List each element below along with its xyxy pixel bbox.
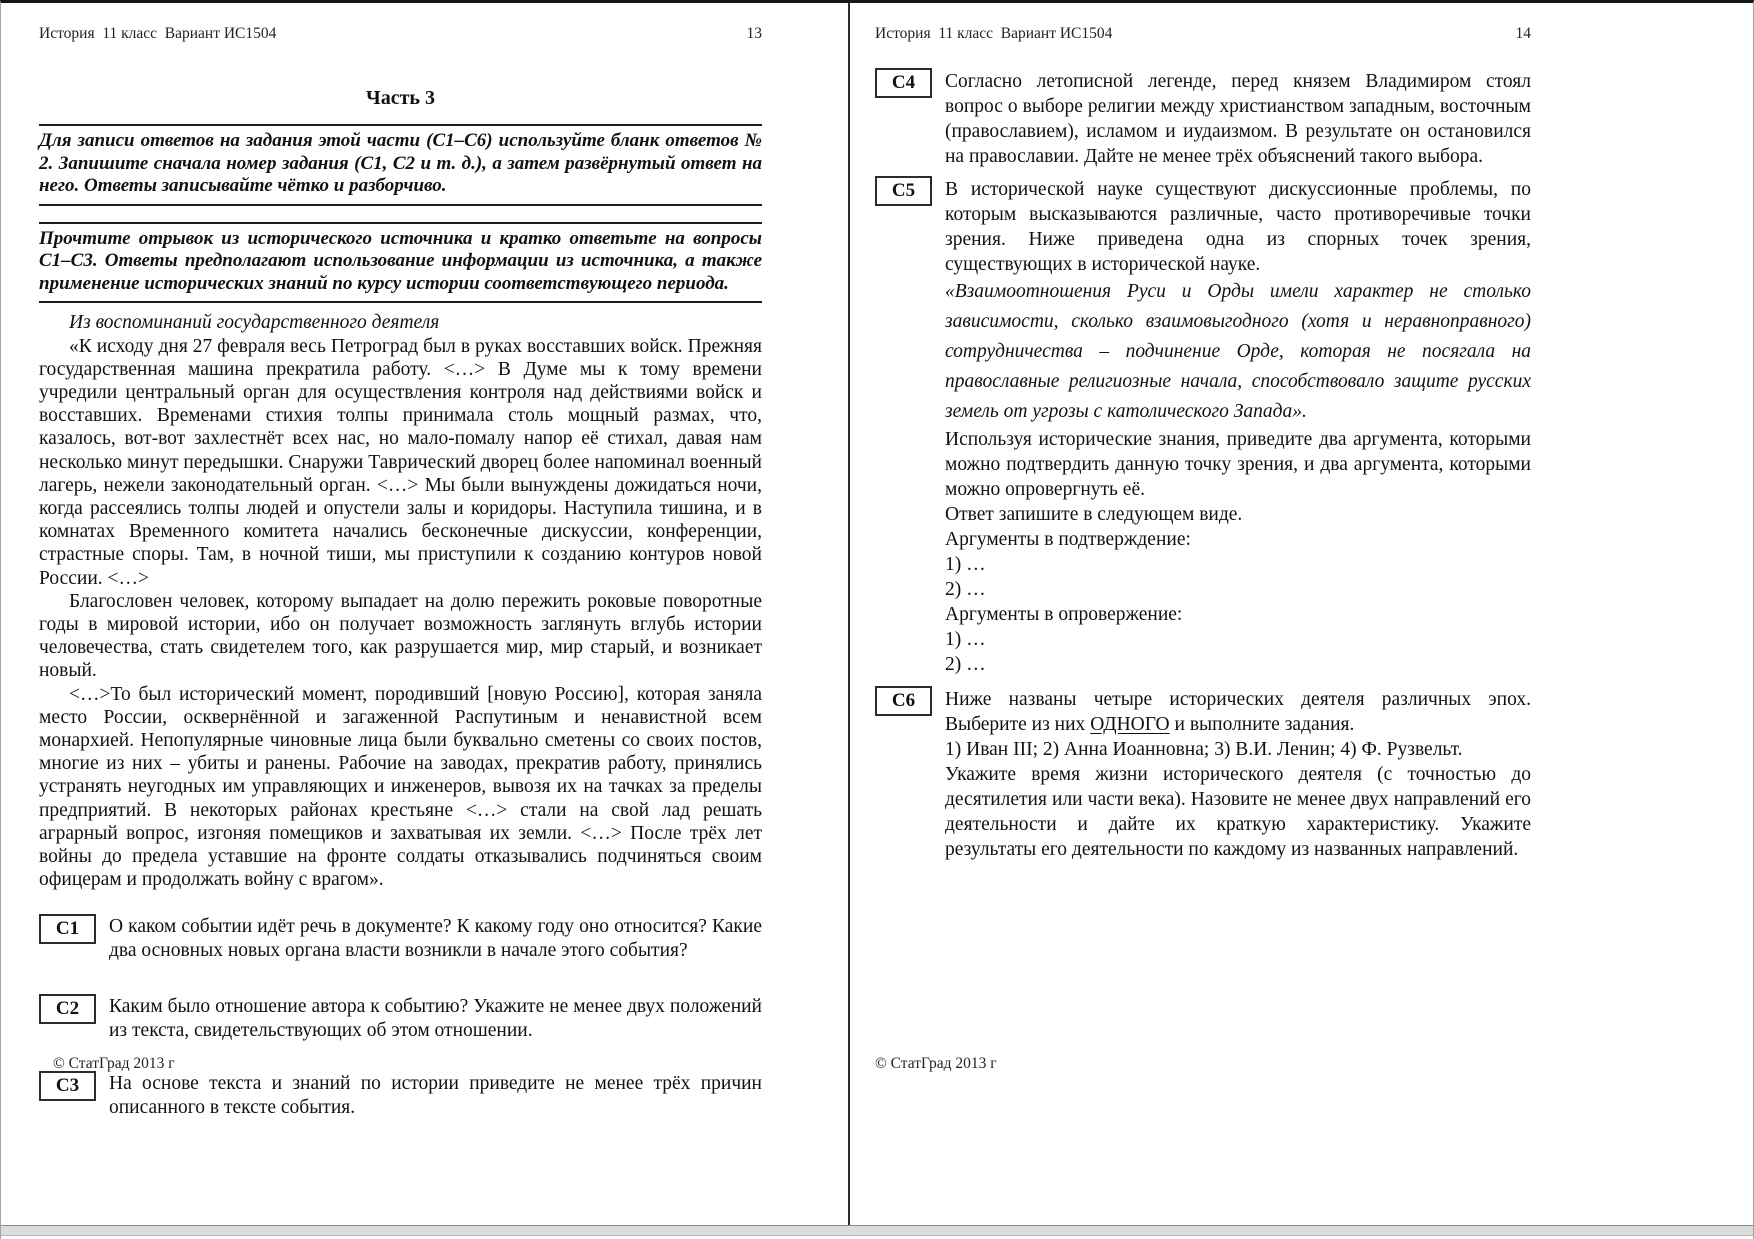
- question-c5-label-box: [875, 176, 932, 206]
- page-13-header-title: История 11 класс Вариант ИС1504: [39, 25, 277, 42]
- page-13-header: [39, 25, 762, 43]
- question-c4-label: С4: [891, 72, 916, 93]
- passage-paragraph-1: «К исходу дня 27 февраля весь Петроград был в руках восставших войск. Прежняя государственная машина прекратила работу. <…> В Думе мы к тому времени учредили центральный орган для осуществления контроля над действиями войск и восставших. Временами стихия толпы принимала столь мощный размах, что, казалось, вот-вот захлестнёт всех нас, но мало-помалу напор её стихал, давая нам несколько минут передышки. Снаружи Таврический дворец более напоминал военный лагерь, нежели законодательный орган. <…> Мы были вынуждены дожидаться ночи, когда рассеялись толпы людей и опустели залы и коридоры. Наступила тишина, и в комнатах Временного комитета начались бесконечные дискуссии, конференции, страстные споры. Там, в ночной тиши, мы приступили к созданию контуров новой России. <…>: [39, 335, 762, 589]
- page-13: [1, 3, 850, 1225]
- question-c6-intro-underlined: ОДНОГО: [1090, 714, 1170, 735]
- question-c2-label-box: [39, 994, 96, 1024]
- page-14-footer: © СтатГрад 2013 г: [875, 1055, 997, 1072]
- page-13-number: 13: [746, 25, 762, 42]
- question-c3-label: С3: [55, 1075, 80, 1097]
- document-spread: [1, 3, 1753, 1225]
- question-c5-quote: «Взаимоотношения Руси и Орды имели характер не столько зависимости, сколько взаимовыгодного (хотя и неравноправного) сотрудничества – подчинение Орде, которая не посягала на православные религиозные начала, способствовало защите русских земель от угрозы с католического Запада».: [945, 281, 1531, 422]
- question-c6-task: Укажите время жизни исторического деятеля (с точностью до десятилетия или части века). Назовите не менее двух направлений его деятельности и дайте их краткую характеристику. Укажите результаты его деятельности по каждому из названных направлений.: [945, 764, 1531, 860]
- page-13-footer: © СтатГрад 2013 г: [53, 1055, 175, 1072]
- source-caption: Из воспоминаний государственного деятеля: [69, 312, 440, 333]
- question-c5-args-for-item-1: 1) …: [945, 554, 986, 575]
- question-c1: [39, 915, 762, 962]
- question-c6-intro-after: и выполните задания.: [1169, 714, 1355, 735]
- question-c3-text: На основе текста и знаний по истории приведите не менее трёх причин описанного в тексте события.: [109, 1073, 762, 1118]
- question-c1-label-box: [39, 914, 96, 944]
- question-c3: [39, 1072, 762, 1119]
- instruction-block-source: Прочтите отрывок из исторического источника и кратко ответьте на вопросы С1–С3. Ответы предполагают использование информации из источника, а также применение исторических знаний по курсу истории соответствующего периода.: [39, 222, 762, 304]
- question-c5-args-for-label: Аргументы в подтверждение:: [945, 529, 1191, 550]
- question-c5-args-against-label: Аргументы в опровержение:: [945, 604, 1183, 625]
- question-c5-format-note: Ответ запишите в следующем виде.: [945, 504, 1243, 525]
- question-c2-text: Каким было отношение автора к событию? Укажите не менее двух положений из текста, свидетельствующих об этом отношении.: [109, 996, 762, 1041]
- question-c1-text: О каком событии идёт речь в документе? К какому году оно относится? Какие два основных новых органа власти возникли в начале этого события?: [109, 916, 762, 961]
- question-c2: [39, 995, 762, 1042]
- question-c5-label: С5: [891, 180, 916, 201]
- question-c1-label: С1: [55, 918, 80, 940]
- question-c5-text: [945, 177, 1531, 677]
- question-c4: [875, 69, 1531, 169]
- question-c5-args-for-item-2: 2) …: [945, 579, 986, 600]
- question-c4-text: Согласно летописной легенде, перед князем Владимиром стоял вопрос о выборе религии между христианством западным, восточным (православием), исламом и иудаизмом. В результате он остановился на православии. Дайте не менее трёх объяснений такого выбора.: [945, 71, 1531, 167]
- page-14: [850, 3, 1753, 1225]
- bottom-edge-strip: [0, 1225, 1754, 1236]
- page-14-number: 14: [1515, 25, 1531, 42]
- source-passage: [39, 335, 762, 892]
- page-14-header-title: История 11 класс Вариант ИС1504: [875, 25, 1113, 42]
- part-title: Часть 3: [366, 87, 435, 109]
- question-c5-task: Используя исторические знания, приведите два аргумента, которыми можно подтвердить данную точку зрения, и два аргумента, которыми можно опровергнуть её.: [945, 429, 1531, 500]
- question-c6-label-box: [875, 686, 932, 716]
- question-c4-label-box: [875, 68, 932, 98]
- instruction-block-answers: Для записи ответов на задания этой части (С1–С6) используйте бланк ответов № 2. Запишите сначала номер задания (С1, С2 и т. д.), а затем развёрнутый ответ на него. Ответы записывайте чётко и разборчиво.: [39, 124, 762, 206]
- question-c5-args-against-item-1: 1) …: [945, 629, 986, 650]
- question-c6: [875, 687, 1531, 862]
- question-c6-text: [945, 687, 1531, 862]
- passage-paragraph-3: <…>То был исторический момент, породивший [новую Россию], которая заняла место России, осквернённой и загаженной Распутиным и ненавистной всем монархией. Непопулярные чиновные лица были буквально сметены со своих постов, многие из них – убиты и ранены. Рабочие на заводах, прекратив работу, принялись устранять неугодных им управляющих и инженеров, вывозя их на тачках за пределы предприятий. В некоторых районах крестьяне <…> стали на свой лад решать аграрный вопрос, изгоняя помещиков и захватывая их земли. <…> После трёх лет войны до предела уставшие на фронте солдаты отказывались подчиняться своим офицерам и продолжать войну с врагом».: [39, 683, 762, 891]
- passage-paragraph-2: Благословен человек, которому выпадает на долю пережить роковые поворотные годы в мировой истории, ибо он получает возможность заглянуть вглубь истории человечества, стать свидетелем того, как разрушается мир, мир старый, и возникает новый.: [39, 590, 762, 682]
- question-c5: [875, 177, 1531, 677]
- question-c6-figures-list: 1) Иван III; 2) Анна Иоанновна; 3) В.И. Ленин; 4) Ф. Рузвельт.: [945, 739, 1463, 760]
- page-14-header: [875, 25, 1531, 43]
- question-c6-intro: [945, 687, 1531, 737]
- question-c2-label: С2: [55, 998, 80, 1020]
- question-c5-intro: В исторической науке существуют дискуссионные проблемы, по которым высказываются различные, часто противоречивые точки зрения. Ниже приведена одна из спорных точек зрения, существующих в исторической науке.: [945, 179, 1531, 275]
- question-c3-label-box: [39, 1071, 96, 1101]
- question-c5-args-against-item-2: 2) …: [945, 654, 986, 675]
- question-c6-label: С6: [891, 690, 916, 711]
- question-c6-intro-before: Ниже названы четыре исторических деятеля различных эпох. Выберите из них: [945, 689, 1531, 735]
